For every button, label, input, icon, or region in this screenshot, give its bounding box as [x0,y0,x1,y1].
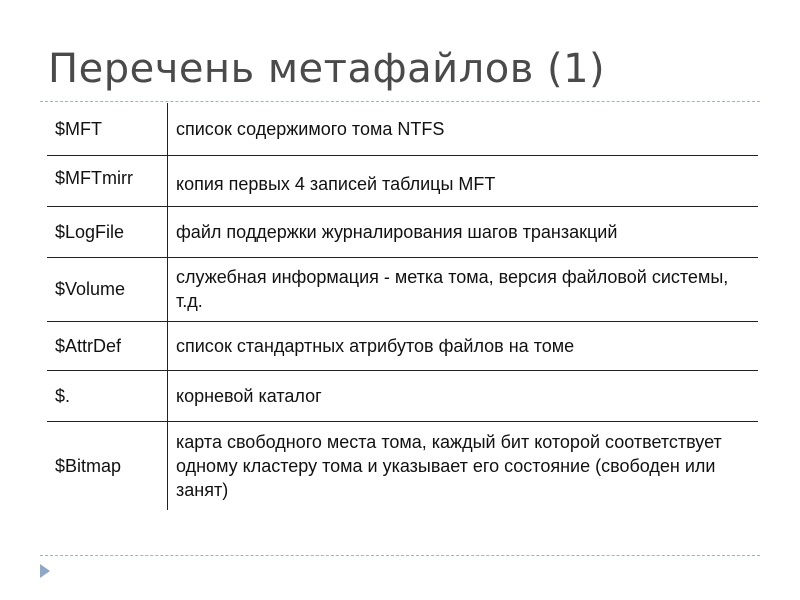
footer-divider [40,555,760,556]
metafile-name: $AttrDef [47,321,168,370]
metafile-desc: карта свободного места тома, каждый бит которой соответствует одному кластеру тома и указывает его состояние (свободен или занят) [176,431,722,500]
metafile-desc: список содержимого тома NTFS [176,118,445,139]
metafile-name: $MFTmirr [47,155,168,206]
table-row [47,421,758,510]
title-divider [40,101,760,102]
metafile-name: $Bitmap [47,421,168,510]
table-row [47,206,758,257]
metafile-name: $Volume [47,257,168,321]
table-row [47,257,758,321]
table-row [47,155,758,206]
metafile-name: $. [47,370,168,421]
table-row [47,321,758,370]
metafile-name: $MFT [47,103,168,155]
metafile-name: $LogFile [47,206,168,257]
metafile-desc: список стандартных атрибутов файлов на томе [176,335,575,356]
metafiles-table [47,103,758,510]
metafile-desc: файл поддержки журналирования шагов транзакций [176,221,618,242]
table-row [47,103,758,155]
table-row [47,370,758,421]
bullet-triangle-icon [40,564,50,578]
metafile-desc: корневой каталог [176,385,322,406]
slide-title: Перечень метафайлов (1) [48,46,606,92]
metafile-desc: служебная информация - метка тома, версия файловой системы, т.д. [176,267,729,311]
metafile-desc: копия первых 4 записей таблицы MFT [176,173,496,194]
